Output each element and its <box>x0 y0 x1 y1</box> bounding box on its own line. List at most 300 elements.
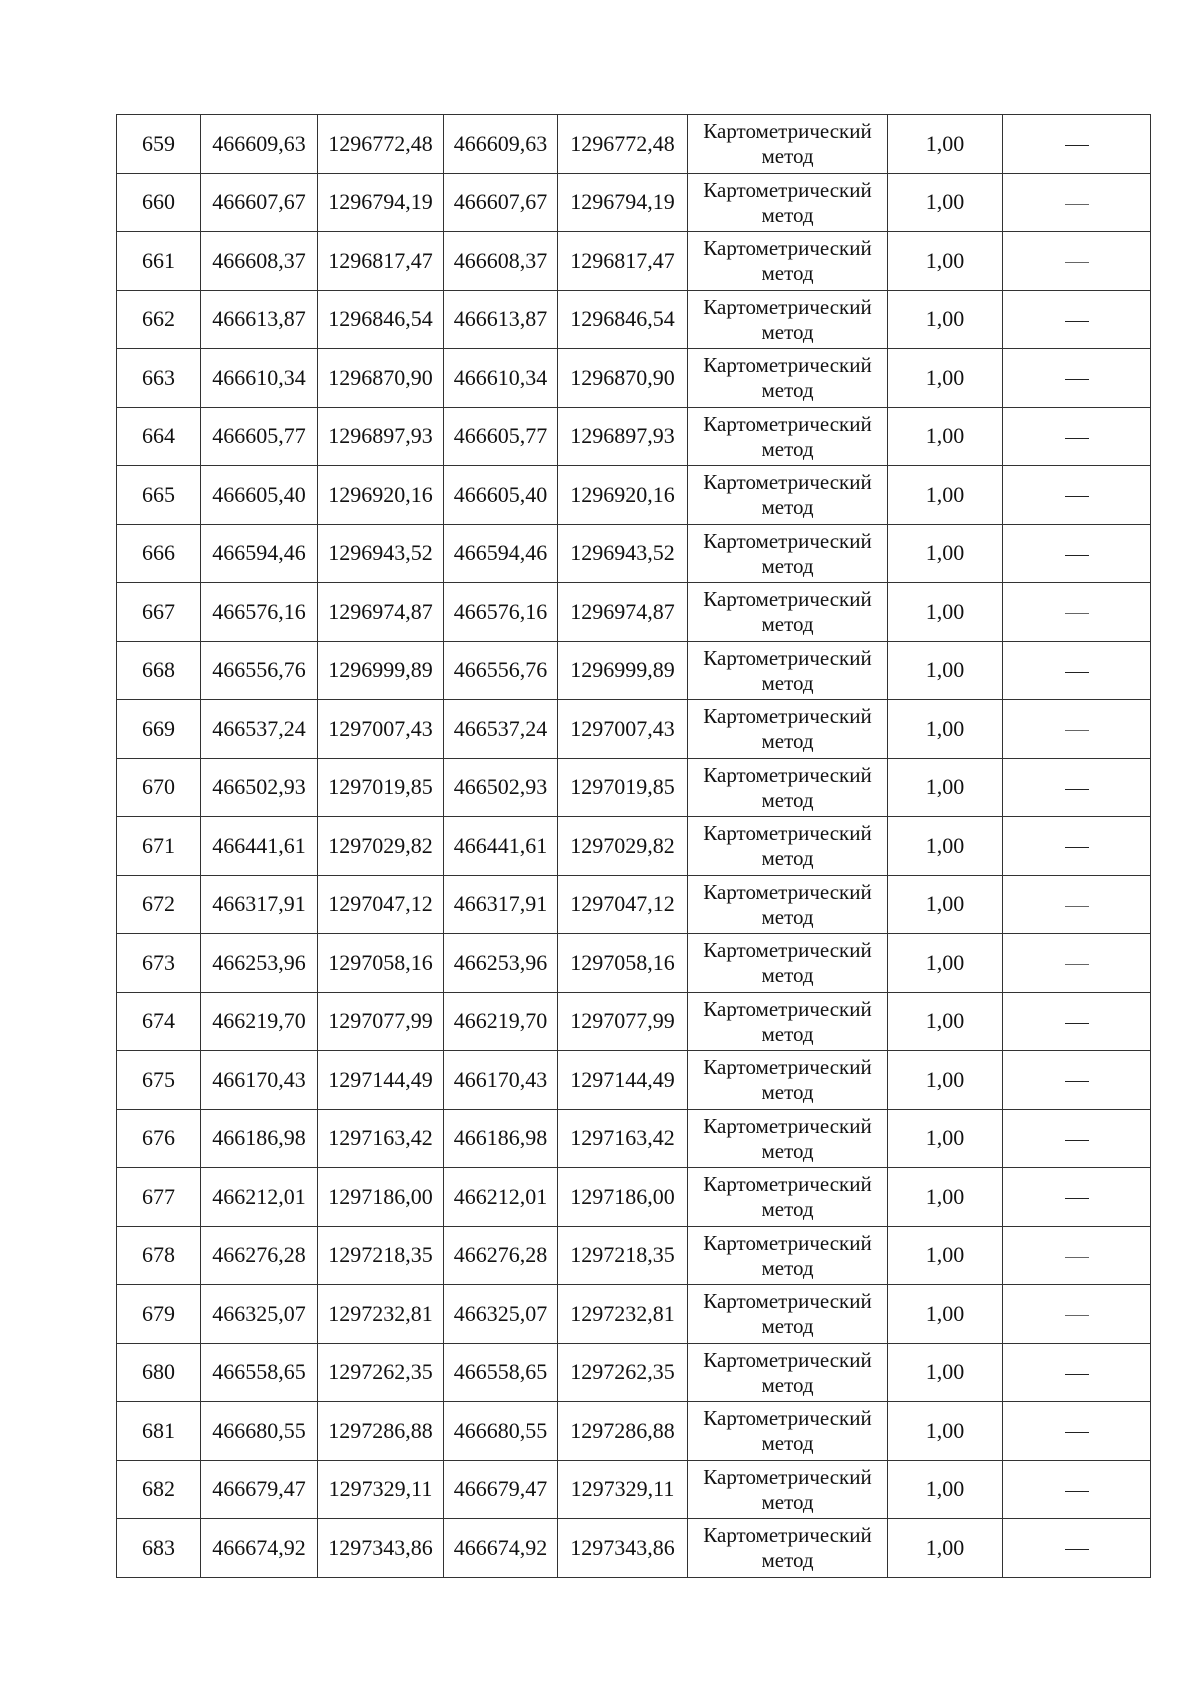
y-coordinate-new-cell: 1296897,93 <box>558 407 688 466</box>
y-coordinate-new-cell: 1297163,42 <box>558 1109 688 1168</box>
method-cell <box>688 875 888 934</box>
precision-cell: 1,00 <box>888 1519 1003 1578</box>
point-number-cell: 675 <box>117 1051 201 1110</box>
method-cell <box>688 173 888 232</box>
x-coordinate-new-cell: 466610,34 <box>444 349 558 408</box>
table-row <box>117 232 1151 291</box>
precision-cell: 1,00 <box>888 641 1003 700</box>
coordinates-table-body <box>117 115 1151 1578</box>
dash-icon <box>1065 964 1089 965</box>
x-coordinate-new-cell: 466679,47 <box>444 1460 558 1519</box>
dash-icon <box>1065 847 1089 848</box>
dash-icon <box>1065 1257 1089 1258</box>
y-coordinate-new-cell: 1296943,52 <box>558 524 688 583</box>
x-coordinate-new-cell: 466219,70 <box>444 992 558 1051</box>
x-coordinate-cell: 466325,07 <box>201 1285 318 1344</box>
y-coordinate-new-cell: 1297186,00 <box>558 1168 688 1227</box>
table-row <box>117 700 1151 759</box>
table-row <box>117 641 1151 700</box>
method-cell <box>688 1343 888 1402</box>
method-label-line1: Картометрический <box>703 1523 872 1548</box>
precision-cell: 1,00 <box>888 875 1003 934</box>
method-label-line2: метод <box>761 261 814 286</box>
method-cell <box>688 115 888 174</box>
method-label-line2: метод <box>761 1548 814 1573</box>
precision-cell: 1,00 <box>888 173 1003 232</box>
point-number-cell: 677 <box>117 1168 201 1227</box>
x-coordinate-cell: 466441,61 <box>201 817 318 876</box>
method-label-line2: метод <box>761 1021 814 1046</box>
description-cell <box>1003 1402 1151 1461</box>
method-label-line1: Картометрический <box>703 236 872 261</box>
method-label-line1: Картометрический <box>703 996 872 1021</box>
method-label-line1: Картометрический <box>703 1113 872 1138</box>
method-label-line2: метод <box>761 1372 814 1397</box>
table-row <box>117 290 1151 349</box>
method-label-line2: метод <box>761 612 814 637</box>
y-coordinate-cell: 1297163,42 <box>318 1109 444 1168</box>
y-coordinate-new-cell: 1296794,19 <box>558 173 688 232</box>
table-row <box>117 934 1151 993</box>
precision-cell: 1,00 <box>888 466 1003 525</box>
method-label-line2: метод <box>761 553 814 578</box>
x-coordinate-cell: 466212,01 <box>201 1168 318 1227</box>
method-label-line1: Картометрический <box>703 528 872 553</box>
point-number-cell: 681 <box>117 1402 201 1461</box>
precision-cell: 1,00 <box>888 407 1003 466</box>
x-coordinate-cell: 466170,43 <box>201 1051 318 1110</box>
method-label-line2: метод <box>761 319 814 344</box>
y-coordinate-new-cell: 1296999,89 <box>558 641 688 700</box>
point-number-cell: 683 <box>117 1519 201 1578</box>
description-cell <box>1003 583 1151 642</box>
y-coordinate-new-cell: 1297343,86 <box>558 1519 688 1578</box>
dash-icon <box>1065 1140 1089 1141</box>
y-coordinate-cell: 1297329,11 <box>318 1460 444 1519</box>
point-number-cell: 660 <box>117 173 201 232</box>
description-cell <box>1003 641 1151 700</box>
x-coordinate-cell: 466502,93 <box>201 758 318 817</box>
y-coordinate-new-cell: 1297058,16 <box>558 934 688 993</box>
method-cell <box>688 1226 888 1285</box>
dash-icon <box>1065 730 1089 731</box>
y-coordinate-cell: 1296772,48 <box>318 115 444 174</box>
dash-icon <box>1065 1374 1089 1375</box>
point-number-cell: 665 <box>117 466 201 525</box>
table-row <box>117 173 1151 232</box>
table-row <box>117 1402 1151 1461</box>
dash-icon <box>1065 262 1089 263</box>
y-coordinate-cell: 1297262,35 <box>318 1343 444 1402</box>
dash-icon <box>1065 1198 1089 1199</box>
point-number-cell: 669 <box>117 700 201 759</box>
dash-icon <box>1065 204 1089 205</box>
x-coordinate-cell: 466608,37 <box>201 232 318 291</box>
description-cell <box>1003 1460 1151 1519</box>
description-cell <box>1003 173 1151 232</box>
x-coordinate-cell: 466679,47 <box>201 1460 318 1519</box>
method-label-line2: метод <box>761 202 814 227</box>
y-coordinate-new-cell: 1297029,82 <box>558 817 688 876</box>
y-coordinate-new-cell: 1297218,35 <box>558 1226 688 1285</box>
y-coordinate-new-cell: 1297007,43 <box>558 700 688 759</box>
method-cell <box>688 934 888 993</box>
precision-cell: 1,00 <box>888 232 1003 291</box>
description-cell <box>1003 934 1151 993</box>
precision-cell: 1,00 <box>888 817 1003 876</box>
point-number-cell: 664 <box>117 407 201 466</box>
description-cell <box>1003 290 1151 349</box>
x-coordinate-cell: 466609,63 <box>201 115 318 174</box>
description-cell <box>1003 349 1151 408</box>
x-coordinate-new-cell: 466186,98 <box>444 1109 558 1168</box>
x-coordinate-new-cell: 466558,65 <box>444 1343 558 1402</box>
x-coordinate-new-cell: 466605,77 <box>444 407 558 466</box>
y-coordinate-cell: 1296817,47 <box>318 232 444 291</box>
y-coordinate-new-cell: 1296870,90 <box>558 349 688 408</box>
description-cell <box>1003 817 1151 876</box>
description-cell <box>1003 1226 1151 1285</box>
description-cell <box>1003 1343 1151 1402</box>
y-coordinate-new-cell: 1296846,54 <box>558 290 688 349</box>
method-label-line1: Картометрический <box>703 938 872 963</box>
x-coordinate-new-cell: 466609,63 <box>444 115 558 174</box>
y-coordinate-cell: 1297286,88 <box>318 1402 444 1461</box>
method-label-line1: Картометрический <box>703 1230 872 1255</box>
point-number-cell: 667 <box>117 583 201 642</box>
method-label-line1: Картометрический <box>703 762 872 787</box>
y-coordinate-cell: 1296974,87 <box>318 583 444 642</box>
dash-icon <box>1065 789 1089 790</box>
point-number-cell: 676 <box>117 1109 201 1168</box>
x-coordinate-cell: 466317,91 <box>201 875 318 934</box>
x-coordinate-cell: 466186,98 <box>201 1109 318 1168</box>
x-coordinate-cell: 466556,76 <box>201 641 318 700</box>
method-cell <box>688 758 888 817</box>
precision-cell: 1,00 <box>888 1051 1003 1110</box>
table-row <box>117 758 1151 817</box>
x-coordinate-new-cell: 466537,24 <box>444 700 558 759</box>
method-label-line2: метод <box>761 1431 814 1456</box>
x-coordinate-cell: 466537,24 <box>201 700 318 759</box>
y-coordinate-cell: 1296943,52 <box>318 524 444 583</box>
x-coordinate-cell: 466605,40 <box>201 466 318 525</box>
description-cell <box>1003 1168 1151 1227</box>
dash-icon <box>1065 1432 1089 1433</box>
y-coordinate-cell: 1297047,12 <box>318 875 444 934</box>
x-coordinate-cell: 466576,16 <box>201 583 318 642</box>
point-number-cell: 670 <box>117 758 201 817</box>
description-cell <box>1003 1519 1151 1578</box>
description-cell <box>1003 466 1151 525</box>
x-coordinate-cell: 466605,77 <box>201 407 318 466</box>
description-cell <box>1003 875 1151 934</box>
y-coordinate-cell: 1297019,85 <box>318 758 444 817</box>
method-label-line1: Картометрический <box>703 177 872 202</box>
x-coordinate-cell: 466674,92 <box>201 1519 318 1578</box>
point-number-cell: 679 <box>117 1285 201 1344</box>
y-coordinate-new-cell: 1297286,88 <box>558 1402 688 1461</box>
table-row <box>117 1285 1151 1344</box>
x-coordinate-cell: 466276,28 <box>201 1226 318 1285</box>
y-coordinate-cell: 1296846,54 <box>318 290 444 349</box>
method-label-line2: метод <box>761 670 814 695</box>
x-coordinate-cell: 466253,96 <box>201 934 318 993</box>
method-cell <box>688 1109 888 1168</box>
method-label-line2: метод <box>761 1255 814 1280</box>
method-cell <box>688 290 888 349</box>
dash-icon <box>1065 321 1089 322</box>
precision-cell: 1,00 <box>888 115 1003 174</box>
x-coordinate-new-cell: 466325,07 <box>444 1285 558 1344</box>
y-coordinate-cell: 1297232,81 <box>318 1285 444 1344</box>
description-cell <box>1003 407 1151 466</box>
method-cell <box>688 700 888 759</box>
precision-cell: 1,00 <box>888 583 1003 642</box>
dash-icon <box>1065 555 1089 556</box>
y-coordinate-new-cell: 1296974,87 <box>558 583 688 642</box>
dash-icon <box>1065 1549 1089 1550</box>
y-coordinate-cell: 1297343,86 <box>318 1519 444 1578</box>
y-coordinate-cell: 1297144,49 <box>318 1051 444 1110</box>
method-cell <box>688 232 888 291</box>
point-number-cell: 672 <box>117 875 201 934</box>
coordinates-table <box>116 114 1151 1578</box>
method-label-line1: Картометрический <box>703 119 872 144</box>
y-coordinate-cell: 1297218,35 <box>318 1226 444 1285</box>
method-label-line1: Картометрический <box>703 1172 872 1197</box>
x-coordinate-new-cell: 466276,28 <box>444 1226 558 1285</box>
method-cell <box>688 349 888 408</box>
dash-icon <box>1065 1081 1089 1082</box>
table-row <box>117 1168 1151 1227</box>
x-coordinate-new-cell: 466608,37 <box>444 232 558 291</box>
y-coordinate-new-cell: 1297077,99 <box>558 992 688 1051</box>
precision-cell: 1,00 <box>888 1402 1003 1461</box>
point-number-cell: 663 <box>117 349 201 408</box>
method-cell <box>688 817 888 876</box>
dash-icon <box>1065 438 1089 439</box>
method-cell <box>688 1051 888 1110</box>
precision-cell: 1,00 <box>888 1109 1003 1168</box>
method-cell <box>688 407 888 466</box>
method-cell <box>688 1285 888 1344</box>
method-label-line1: Картометрический <box>703 704 872 729</box>
point-number-cell: 673 <box>117 934 201 993</box>
description-cell <box>1003 1285 1151 1344</box>
point-number-cell: 662 <box>117 290 201 349</box>
method-label-line1: Картометрический <box>703 645 872 670</box>
x-coordinate-new-cell: 466576,16 <box>444 583 558 642</box>
method-label-line2: метод <box>761 963 814 988</box>
table-row <box>117 115 1151 174</box>
x-coordinate-new-cell: 466605,40 <box>444 466 558 525</box>
table-row <box>117 1460 1151 1519</box>
table-row <box>117 817 1151 876</box>
point-number-cell: 666 <box>117 524 201 583</box>
method-label-line1: Картометрический <box>703 1347 872 1372</box>
table-row <box>117 1051 1151 1110</box>
x-coordinate-cell: 466607,67 <box>201 173 318 232</box>
precision-cell: 1,00 <box>888 524 1003 583</box>
precision-cell: 1,00 <box>888 1226 1003 1285</box>
method-label-line1: Картометрический <box>703 879 872 904</box>
x-coordinate-cell: 466680,55 <box>201 1402 318 1461</box>
y-coordinate-cell: 1296897,93 <box>318 407 444 466</box>
dash-icon <box>1065 1491 1089 1492</box>
x-coordinate-new-cell: 466441,61 <box>444 817 558 876</box>
method-label-line1: Картометрический <box>703 470 872 495</box>
x-coordinate-cell: 466594,46 <box>201 524 318 583</box>
table-row <box>117 1226 1151 1285</box>
dash-icon <box>1065 672 1089 673</box>
method-cell <box>688 524 888 583</box>
point-number-cell: 674 <box>117 992 201 1051</box>
method-label-line1: Картометрический <box>703 411 872 436</box>
precision-cell: 1,00 <box>888 1343 1003 1402</box>
table-row <box>117 1109 1151 1168</box>
y-coordinate-cell: 1296920,16 <box>318 466 444 525</box>
y-coordinate-new-cell: 1297019,85 <box>558 758 688 817</box>
precision-cell: 1,00 <box>888 1460 1003 1519</box>
method-label-line2: метод <box>761 729 814 754</box>
method-label-line2: метод <box>761 1197 814 1222</box>
table-row <box>117 407 1151 466</box>
x-coordinate-new-cell: 466607,67 <box>444 173 558 232</box>
description-cell <box>1003 524 1151 583</box>
dash-icon <box>1065 1315 1089 1316</box>
method-label-line1: Картометрический <box>703 1406 872 1431</box>
table-row <box>117 875 1151 934</box>
method-label-line2: метод <box>761 1138 814 1163</box>
method-label-line2: метод <box>761 1489 814 1514</box>
method-label-line2: метод <box>761 495 814 520</box>
method-cell <box>688 992 888 1051</box>
point-number-cell: 659 <box>117 115 201 174</box>
x-coordinate-cell: 466610,34 <box>201 349 318 408</box>
y-coordinate-new-cell: 1296817,47 <box>558 232 688 291</box>
description-cell <box>1003 1109 1151 1168</box>
description-cell <box>1003 232 1151 291</box>
x-coordinate-new-cell: 466317,91 <box>444 875 558 934</box>
table-row <box>117 1519 1151 1578</box>
dash-icon <box>1065 613 1089 614</box>
y-coordinate-cell: 1297186,00 <box>318 1168 444 1227</box>
y-coordinate-new-cell: 1297329,11 <box>558 1460 688 1519</box>
precision-cell: 1,00 <box>888 349 1003 408</box>
method-label-line2: метод <box>761 144 814 169</box>
x-coordinate-new-cell: 466613,87 <box>444 290 558 349</box>
x-coordinate-cell: 466613,87 <box>201 290 318 349</box>
method-label-line2: метод <box>761 904 814 929</box>
method-label-line1: Картометрический <box>703 1289 872 1314</box>
x-coordinate-new-cell: 466556,76 <box>444 641 558 700</box>
x-coordinate-new-cell: 466212,01 <box>444 1168 558 1227</box>
x-coordinate-new-cell: 466594,46 <box>444 524 558 583</box>
table-row <box>117 524 1151 583</box>
method-cell <box>688 466 888 525</box>
method-label-line1: Картометрический <box>703 1055 872 1080</box>
y-coordinate-cell: 1297007,43 <box>318 700 444 759</box>
table-row <box>117 349 1151 408</box>
precision-cell: 1,00 <box>888 758 1003 817</box>
precision-cell: 1,00 <box>888 992 1003 1051</box>
y-coordinate-cell: 1297077,99 <box>318 992 444 1051</box>
y-coordinate-new-cell: 1297232,81 <box>558 1285 688 1344</box>
y-coordinate-cell: 1296870,90 <box>318 349 444 408</box>
y-coordinate-new-cell: 1297262,35 <box>558 1343 688 1402</box>
x-coordinate-new-cell: 466170,43 <box>444 1051 558 1110</box>
dash-icon <box>1065 1023 1089 1024</box>
dash-icon <box>1065 906 1089 907</box>
precision-cell: 1,00 <box>888 700 1003 759</box>
y-coordinate-new-cell: 1297144,49 <box>558 1051 688 1110</box>
table-row <box>117 992 1151 1051</box>
method-label-line1: Картометрический <box>703 821 872 846</box>
method-label-line1: Картометрический <box>703 587 872 612</box>
method-label-line2: метод <box>761 436 814 461</box>
x-coordinate-new-cell: 466674,92 <box>444 1519 558 1578</box>
method-label-line2: метод <box>761 787 814 812</box>
table-row <box>117 1343 1151 1402</box>
y-coordinate-cell: 1296999,89 <box>318 641 444 700</box>
dash-icon <box>1065 145 1089 146</box>
method-label-line2: метод <box>761 378 814 403</box>
table-row <box>117 466 1151 525</box>
point-number-cell: 671 <box>117 817 201 876</box>
method-label-line1: Картометрический <box>703 353 872 378</box>
point-number-cell: 661 <box>117 232 201 291</box>
method-label-line2: метод <box>761 846 814 871</box>
description-cell <box>1003 700 1151 759</box>
point-number-cell: 668 <box>117 641 201 700</box>
y-coordinate-cell: 1297029,82 <box>318 817 444 876</box>
x-coordinate-cell: 466219,70 <box>201 992 318 1051</box>
method-cell <box>688 583 888 642</box>
description-cell <box>1003 115 1151 174</box>
x-coordinate-cell: 466558,65 <box>201 1343 318 1402</box>
dash-icon <box>1065 379 1089 380</box>
description-cell <box>1003 758 1151 817</box>
y-coordinate-cell: 1297058,16 <box>318 934 444 993</box>
method-label-line1: Картометрический <box>703 294 872 319</box>
method-cell <box>688 1402 888 1461</box>
method-label-line2: метод <box>761 1080 814 1105</box>
precision-cell: 1,00 <box>888 1168 1003 1227</box>
precision-cell: 1,00 <box>888 934 1003 993</box>
y-coordinate-new-cell: 1296772,48 <box>558 115 688 174</box>
method-cell <box>688 1519 888 1578</box>
x-coordinate-new-cell: 466253,96 <box>444 934 558 993</box>
description-cell <box>1003 992 1151 1051</box>
description-cell <box>1003 1051 1151 1110</box>
dash-icon <box>1065 496 1089 497</box>
y-coordinate-new-cell: 1297047,12 <box>558 875 688 934</box>
method-cell <box>688 1168 888 1227</box>
method-cell <box>688 641 888 700</box>
point-number-cell: 680 <box>117 1343 201 1402</box>
x-coordinate-new-cell: 466680,55 <box>444 1402 558 1461</box>
precision-cell: 1,00 <box>888 290 1003 349</box>
point-number-cell: 678 <box>117 1226 201 1285</box>
method-cell <box>688 1460 888 1519</box>
method-label-line2: метод <box>761 1314 814 1339</box>
y-coordinate-new-cell: 1296920,16 <box>558 466 688 525</box>
x-coordinate-new-cell: 466502,93 <box>444 758 558 817</box>
y-coordinate-cell: 1296794,19 <box>318 173 444 232</box>
point-number-cell: 682 <box>117 1460 201 1519</box>
method-label-line1: Картометрический <box>703 1464 872 1489</box>
